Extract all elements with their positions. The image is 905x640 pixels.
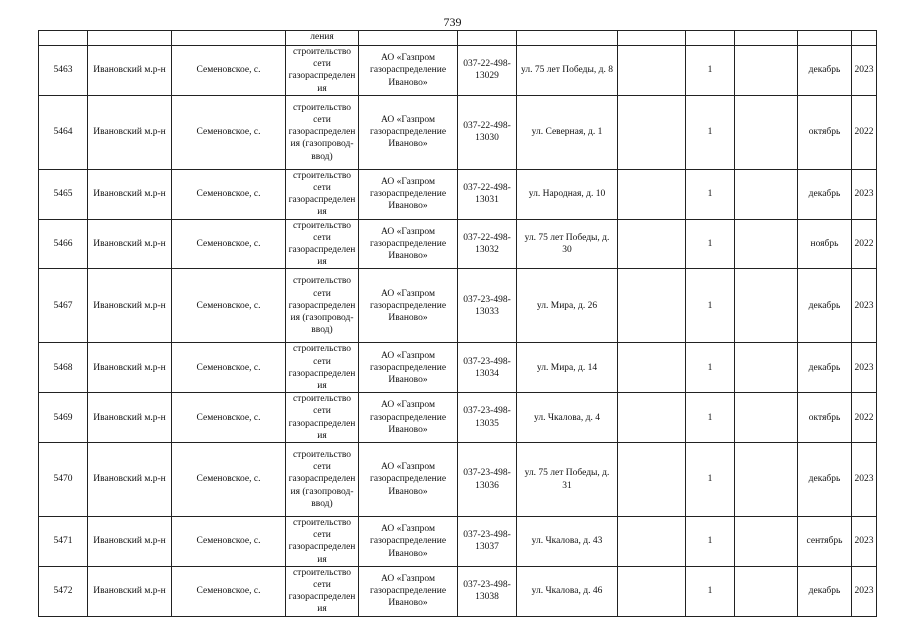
cell-num: 5468 xyxy=(39,343,88,393)
table-row xyxy=(39,95,877,169)
cell-extra2 xyxy=(735,443,798,517)
cell-count: 1 xyxy=(686,443,735,517)
cell-address: ул. 75 лет Победы, д. 8 xyxy=(517,46,618,96)
cell-year: 2023 xyxy=(852,343,877,393)
cell-extra xyxy=(618,219,686,269)
cell-code: 037-22-498-13030 xyxy=(458,95,517,169)
cell-month: сентябрь xyxy=(798,517,852,567)
cell-extra xyxy=(618,566,686,616)
cell-work: строительство сети газораспределения xyxy=(286,566,359,616)
cell-count: 1 xyxy=(686,95,735,169)
cell-org: АО «Газпром газораспределение Иваново» xyxy=(359,566,458,616)
page-number: 739 xyxy=(443,15,462,29)
cell-extra2 xyxy=(735,393,798,443)
cell-address: ул. Чкалова, д. 43 xyxy=(517,517,618,567)
cell-locality: Семеновское, с. xyxy=(172,393,286,443)
cell-district: Ивановский м.р-н xyxy=(88,46,172,96)
cell-month: декабрь xyxy=(798,269,852,343)
cell-work: строительство сети газораспределения xyxy=(286,343,359,393)
cell-extra2 xyxy=(735,46,798,96)
cell-district: Ивановский м.р-н xyxy=(88,566,172,616)
cell-count: 1 xyxy=(686,343,735,393)
cell-extra xyxy=(618,95,686,169)
cell-year: 2023 xyxy=(852,443,877,517)
cell-locality: Семеновское, с. xyxy=(172,517,286,567)
table-row xyxy=(39,269,877,343)
cell-extra2 xyxy=(735,269,798,343)
cell-work: строительство сети газораспределения xyxy=(286,46,359,96)
cell-extra2 xyxy=(735,95,798,169)
cell-count: 1 xyxy=(686,169,735,219)
cell-code: 037-23-498-13036 xyxy=(458,443,517,517)
cell-extra2 xyxy=(735,343,798,393)
cell-address: ул. 75 лет Победы, д. 31 xyxy=(517,443,618,517)
cell-org: АО «Газпром газораспределение Иваново» xyxy=(359,443,458,517)
work-tail-text: ления xyxy=(310,31,334,42)
cell-district: Ивановский м.р-н xyxy=(88,393,172,443)
cell-year: 2023 xyxy=(852,169,877,219)
cell-locality: Семеновское, с. xyxy=(172,219,286,269)
cell-num: 5465 xyxy=(39,169,88,219)
cell-address: ул. Чкалова, д. 4 xyxy=(517,393,618,443)
cell-num: 5469 xyxy=(39,393,88,443)
cell-year: 2023 xyxy=(852,517,877,567)
cell-year: 2023 xyxy=(852,269,877,343)
cell-extra xyxy=(618,169,686,219)
cell-count: 1 xyxy=(686,219,735,269)
cell-extra xyxy=(618,393,686,443)
cell-district: Ивановский м.р-н xyxy=(88,517,172,567)
cell-num: 5463 xyxy=(39,46,88,96)
cell-num: 5466 xyxy=(39,219,88,269)
table-row xyxy=(39,46,877,96)
cell-address: ул. Народная, д. 10 xyxy=(517,169,618,219)
cell-extra2 xyxy=(735,31,798,46)
cell-district: Ивановский м.р-н xyxy=(88,169,172,219)
cell-address: ул. Мира, д. 14 xyxy=(517,343,618,393)
cell-code: 037-22-498-13032 xyxy=(458,219,517,269)
cell-address xyxy=(517,31,618,46)
cell-locality: Семеновское, с. xyxy=(172,443,286,517)
cell-extra2 xyxy=(735,517,798,567)
cell-num: 5471 xyxy=(39,517,88,567)
cell-extra xyxy=(618,443,686,517)
cell-org: АО «Газпром газораспределение Иваново» xyxy=(359,46,458,96)
cell-address: ул. Чкалова, д. 46 xyxy=(517,566,618,616)
cell-district: Ивановский м.р-н xyxy=(88,343,172,393)
cell-locality: Семеновское, с. xyxy=(172,169,286,219)
continuation-row xyxy=(39,31,877,46)
cell-extra xyxy=(618,517,686,567)
cell-month: декабрь xyxy=(798,169,852,219)
cell-extra2 xyxy=(735,566,798,616)
cell-num xyxy=(39,31,88,46)
cell-district: Ивановский м.р-н xyxy=(88,95,172,169)
cell-locality: Семеновское, с. xyxy=(172,269,286,343)
cell-num: 5464 xyxy=(39,95,88,169)
cell-work: строительство сети газораспределения (газопровод-ввод) xyxy=(286,95,359,169)
cell-code: 037-23-498-13038 xyxy=(458,566,517,616)
cell-extra2 xyxy=(735,219,798,269)
cell-address: ул. Северная, д. 1 xyxy=(517,95,618,169)
cell-district: Ивановский м.р-н xyxy=(88,269,172,343)
cell-code: 037-23-498-13035 xyxy=(458,393,517,443)
cell-locality: Семеновское, с. xyxy=(172,566,286,616)
cell-district: Ивановский м.р-н xyxy=(88,443,172,517)
table-row xyxy=(39,343,877,393)
cell-year: 2022 xyxy=(852,219,877,269)
cell-count xyxy=(686,31,735,46)
cell-work xyxy=(286,31,359,46)
cell-code: 037-23-498-13033 xyxy=(458,269,517,343)
cell-count: 1 xyxy=(686,566,735,616)
table-row xyxy=(39,169,877,219)
cell-district: Ивановский м.р-н xyxy=(88,219,172,269)
cell-extra2 xyxy=(735,169,798,219)
cell-work: строительство сети газораспределения (газопровод-ввод) xyxy=(286,443,359,517)
table-row xyxy=(39,443,877,517)
cell-locality: Семеновское, с. xyxy=(172,343,286,393)
cell-code: 037-23-498-13037 xyxy=(458,517,517,567)
cell-num: 5472 xyxy=(39,566,88,616)
cell-code: 037-22-498-13031 xyxy=(458,169,517,219)
cell-work: строительство сети газораспределения xyxy=(286,393,359,443)
cell-work: строительство сети газораспределения xyxy=(286,517,359,567)
gas-network-registry-table xyxy=(38,30,877,617)
cell-month: ноябрь xyxy=(798,219,852,269)
cell-locality: Семеновское, с. xyxy=(172,46,286,96)
cell-address: ул. Мира, д. 26 xyxy=(517,269,618,343)
cell-work: строительство сети газораспределения xyxy=(286,219,359,269)
cell-count: 1 xyxy=(686,517,735,567)
cell-org xyxy=(359,31,458,46)
cell-num: 5467 xyxy=(39,269,88,343)
table-row xyxy=(39,566,877,616)
cell-month xyxy=(798,31,852,46)
cell-month: октябрь xyxy=(798,95,852,169)
cell-year: 2022 xyxy=(852,393,877,443)
cell-count: 1 xyxy=(686,393,735,443)
cell-locality: Семеновское, с. xyxy=(172,95,286,169)
table-row xyxy=(39,219,877,269)
cell-year: 2023 xyxy=(852,46,877,96)
cell-work: строительство сети газораспределения xyxy=(286,169,359,219)
table-body xyxy=(39,31,877,617)
cell-year xyxy=(852,31,877,46)
cell-work: строительство сети газораспределения (газопровод-ввод) xyxy=(286,269,359,343)
cell-month: декабрь xyxy=(798,566,852,616)
cell-org: АО «Газпром газораспределение Иваново» xyxy=(359,393,458,443)
cell-code: 037-23-498-13034 xyxy=(458,343,517,393)
cell-month: декабрь xyxy=(798,443,852,517)
cell-month: декабрь xyxy=(798,343,852,393)
cell-locality xyxy=(172,31,286,46)
cell-extra xyxy=(618,31,686,46)
cell-extra xyxy=(618,269,686,343)
cell-count: 1 xyxy=(686,269,735,343)
table-row xyxy=(39,393,877,443)
cell-org: АО «Газпром газораспределение Иваново» xyxy=(359,343,458,393)
cell-extra xyxy=(618,46,686,96)
cell-org: АО «Газпром газораспределение Иваново» xyxy=(359,169,458,219)
cell-count: 1 xyxy=(686,46,735,96)
cell-year: 2023 xyxy=(852,566,877,616)
cell-org: АО «Газпром газораспределение Иваново» xyxy=(359,269,458,343)
cell-num: 5470 xyxy=(39,443,88,517)
cell-extra xyxy=(618,343,686,393)
cell-code: 037-22-498-13029 xyxy=(458,46,517,96)
table-row xyxy=(39,517,877,567)
cell-code xyxy=(458,31,517,46)
cell-address: ул. 75 лет Победы, д. 30 xyxy=(517,219,618,269)
cell-month: декабрь xyxy=(798,46,852,96)
cell-org: АО «Газпром газораспределение Иваново» xyxy=(359,219,458,269)
cell-year: 2022 xyxy=(852,95,877,169)
cell-month: октябрь xyxy=(798,393,852,443)
cell-district xyxy=(88,31,172,46)
cell-org: АО «Газпром газораспределение Иваново» xyxy=(359,517,458,567)
cell-org: АО «Газпром газораспределение Иваново» xyxy=(359,95,458,169)
